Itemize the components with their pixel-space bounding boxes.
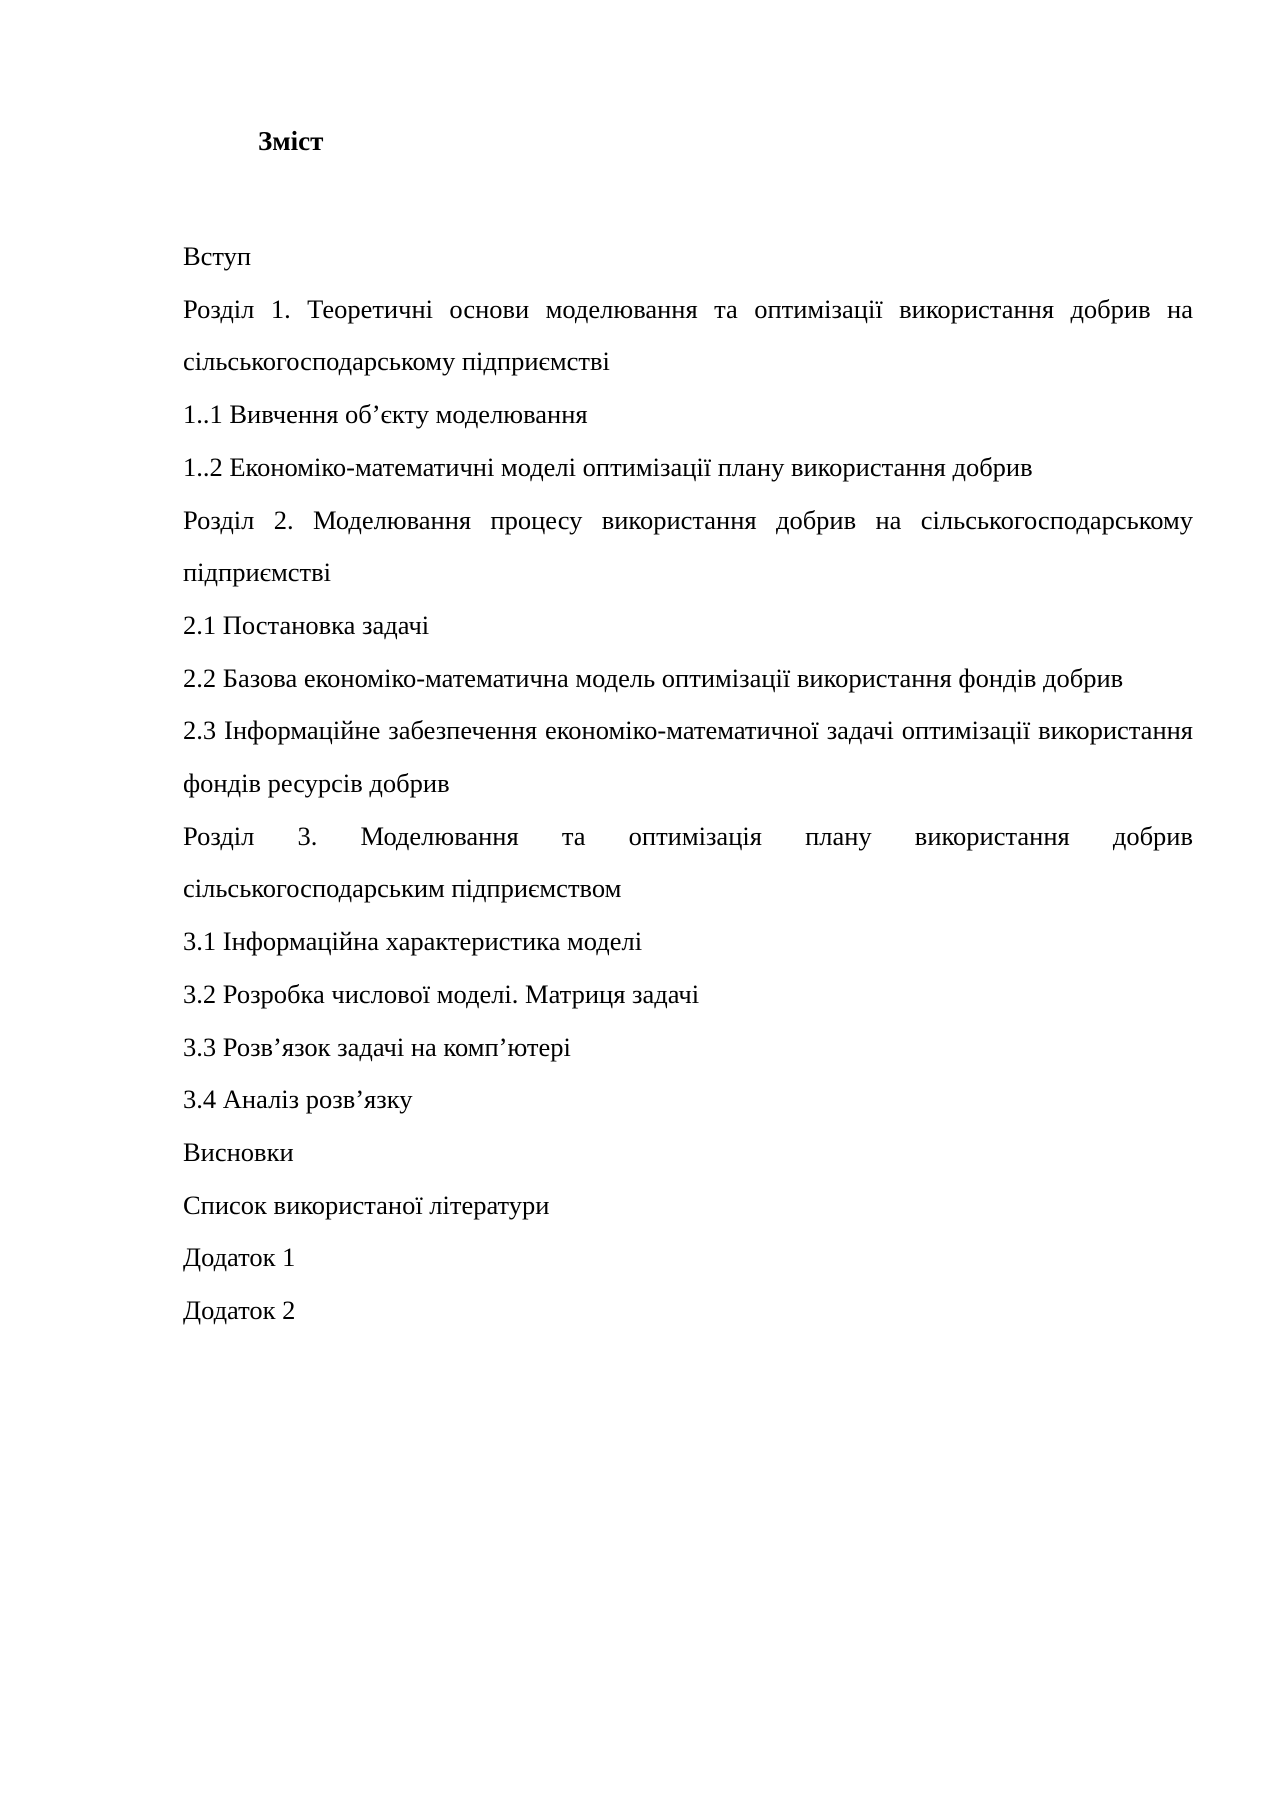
toc-title: Зміст <box>258 126 324 156</box>
toc-entry: 1..2 Економіко-математичні моделі оптимізації плану використання добрив <box>183 451 1033 482</box>
toc-entry: 2.1 Постановка задачі <box>183 609 430 640</box>
toc-entry: Розділ 2. Моделювання процесу використання добрив на сільськогосподарському підприємстві <box>183 504 1193 588</box>
toc-entry: Розділ 3. Моделювання та оптимізація плану використання добрив сільськогосподарським підприємством <box>183 820 1193 904</box>
toc-entry: Додаток 2 <box>183 1295 296 1326</box>
toc-entry: 1..1 Вивчення об’єкту моделювання <box>183 399 588 430</box>
toc-entry: 2.2 Базова економіко-математична модель оптимізації використання фондів добрив <box>183 662 1124 693</box>
toc-entry: Список використаної літератури <box>183 1189 550 1220</box>
toc-entry: 3.4 Аналіз розв’язку <box>183 1084 413 1115</box>
toc-entry: Висновки <box>183 1136 294 1167</box>
toc-entry: Додаток 1 <box>183 1242 296 1273</box>
table-of-contents <box>183 230 1193 1337</box>
toc-entry: Вступ <box>183 241 252 271</box>
toc-entry: 3.3 Розв’язок задачі на комп’ютері <box>183 1031 571 1062</box>
toc-entry: 3.2 Розробка числової моделі. Матриця задачі <box>183 978 700 1009</box>
toc-entry: 2.3 Інформаційне забезпечення економіко-математичної задачі оптимізації використання фондів ресурсів добрив <box>183 715 1193 799</box>
toc-entry: 3.1 Інформаційна характеристика моделі <box>183 926 643 957</box>
toc-entry: Розділ 1. Теоретичні основи моделювання та оптимізації використання добрив на сільськогосподарському підприємстві <box>183 293 1193 377</box>
